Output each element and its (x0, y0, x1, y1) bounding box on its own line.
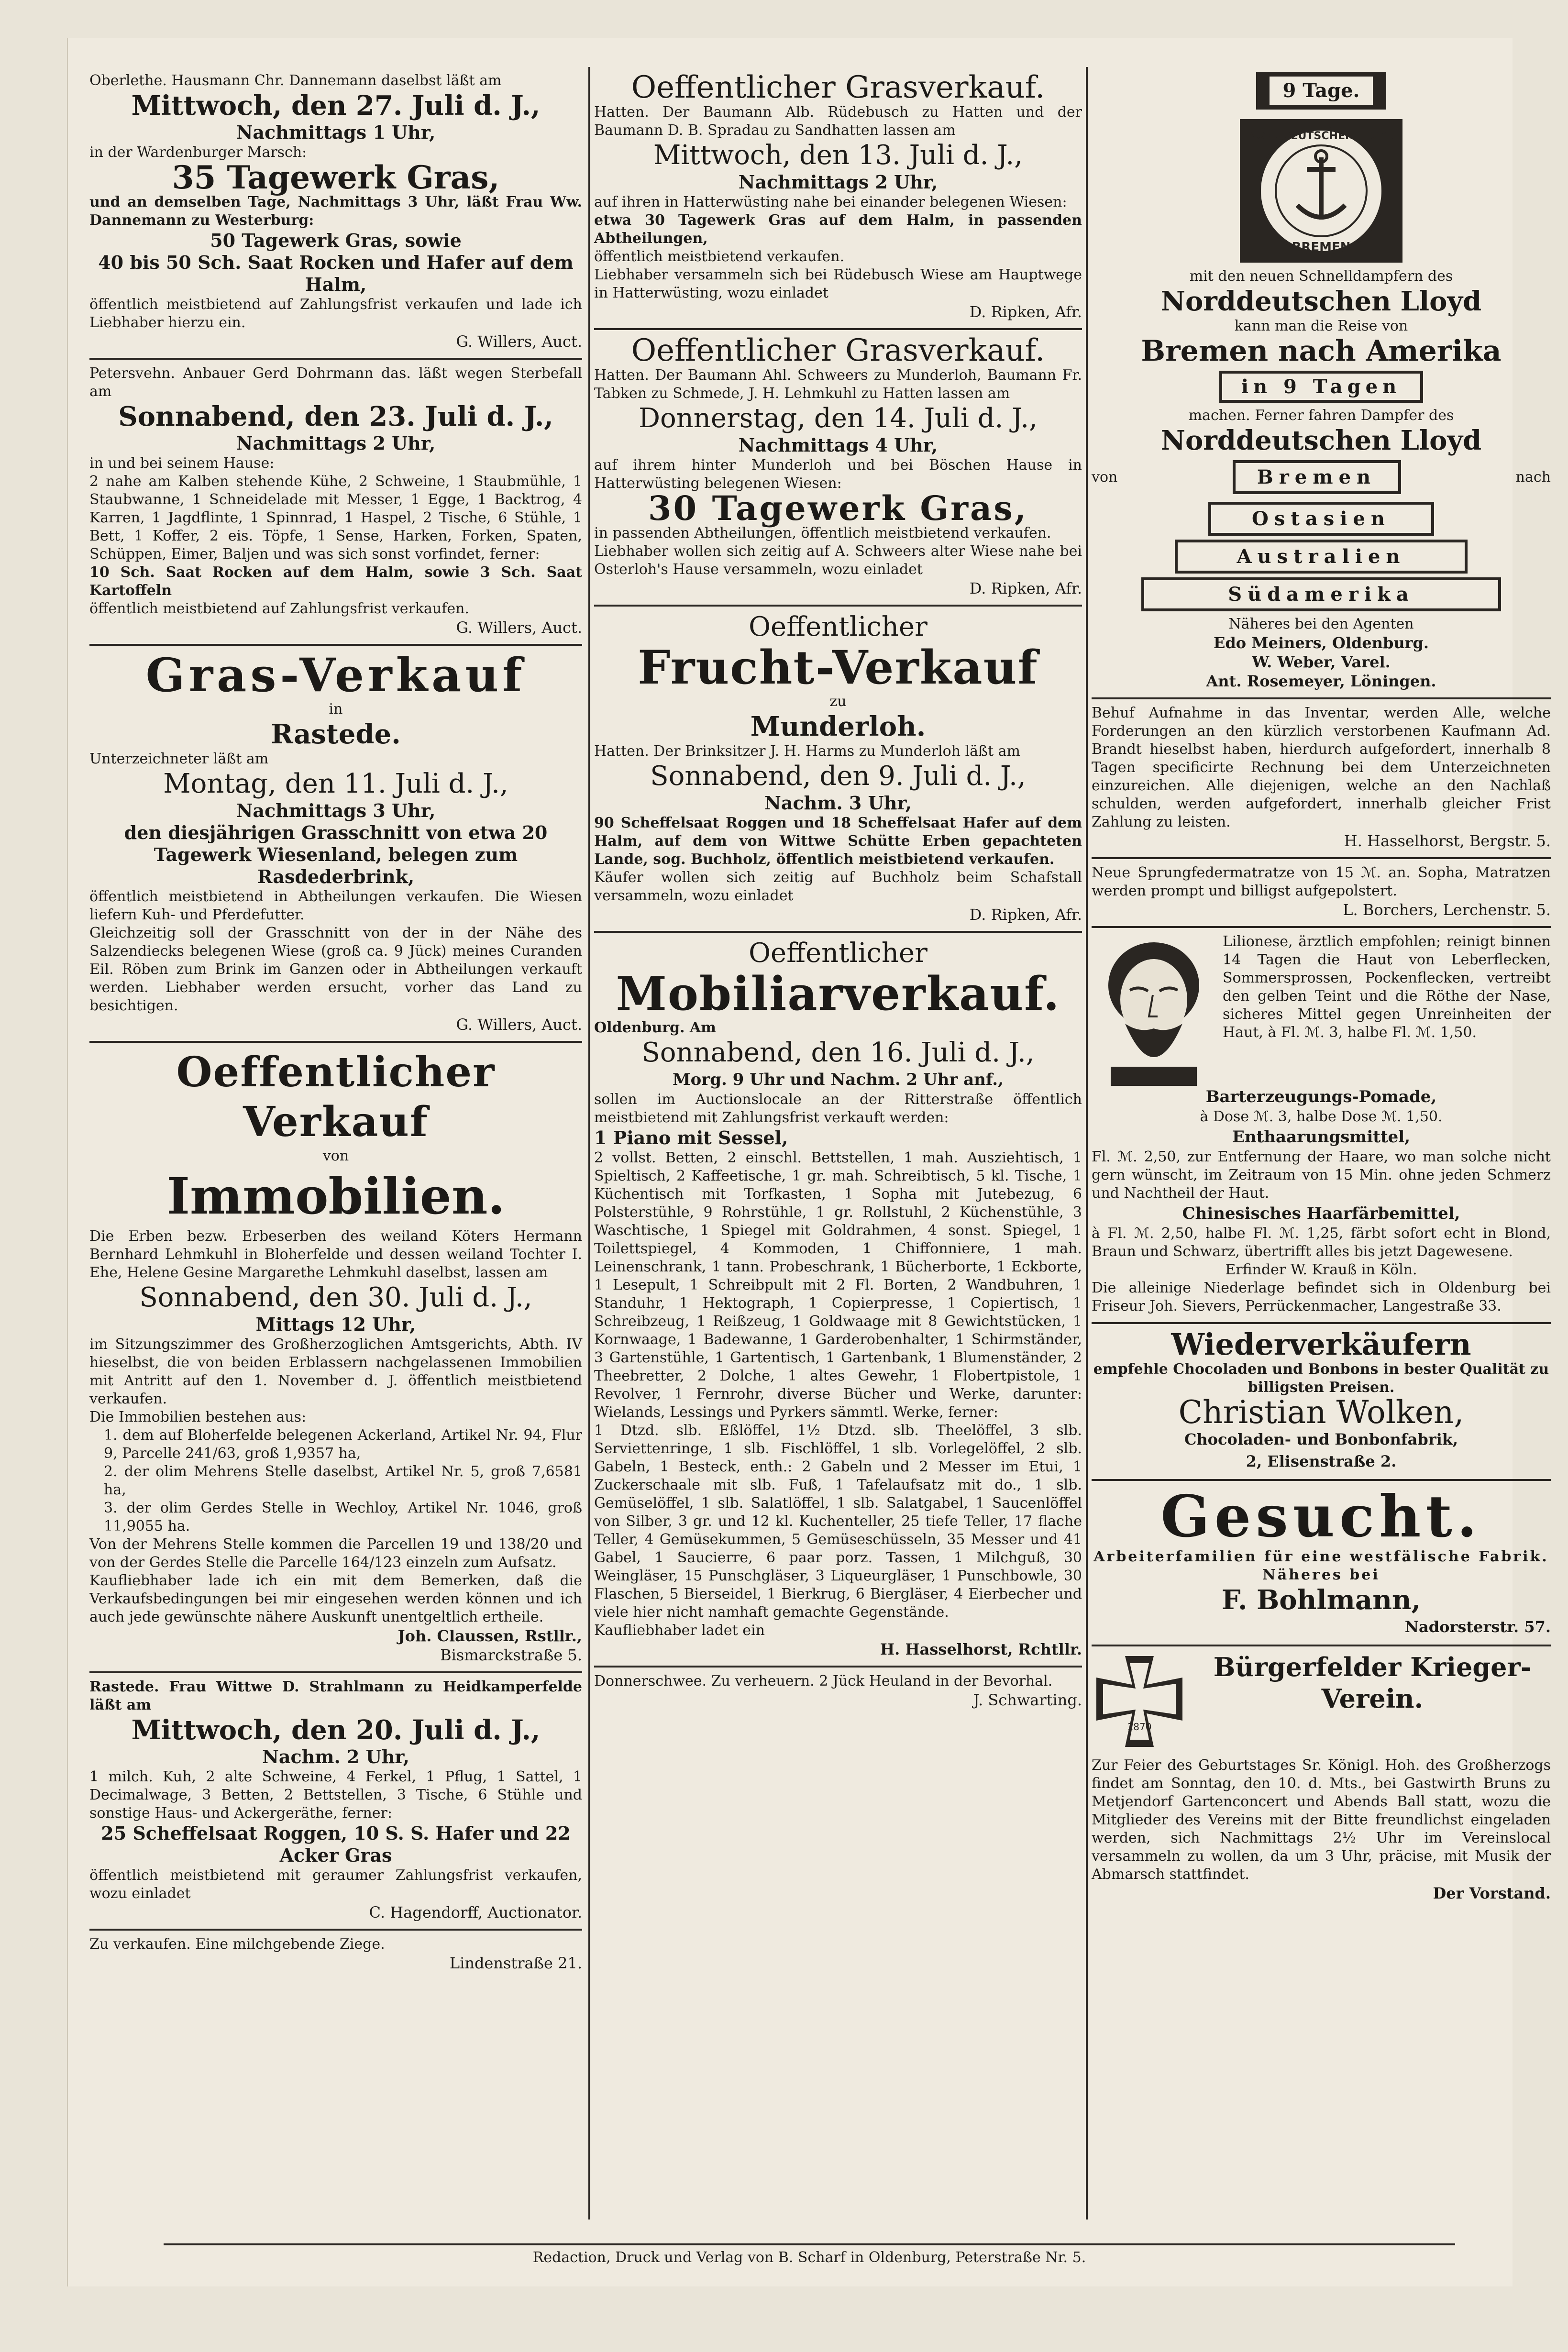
ad-sub: Chocoladen- und Bonbonfabrik, (1184, 1430, 1458, 1448)
ad-text: 50 Tagewerk Gras, sowie (210, 230, 462, 251)
ad-date: Mittwoch, den 27. Juli d. J., (131, 90, 541, 121)
ad-text: Käufer wollen sich zeitig auf Buchholz beim Schafstall versammeln, wozu einladet (594, 869, 1082, 904)
ad-text: Liebhaber versammeln sich bei Rüdebusch Wiese am Hauptwege in Hatterwüsting, wozu einladet (594, 266, 1082, 301)
ad-text: öffentlich meistbietend auf Zahlungsfrist verkaufen. (89, 600, 469, 617)
ad-time: Nachmittags 2 Uhr, (236, 432, 436, 454)
ad-place: Munderloh. (750, 711, 926, 742)
ad-intro: Petersvehn. Anbauer Gerd Dohrmann das. läßt wegen Sterbefall am (89, 365, 582, 400)
lloyd-emblem (1235, 114, 1407, 267)
ad-grasverkauf-hatten-2 (594, 330, 1082, 607)
ad-title: Mobiliarverkauf. (616, 967, 1060, 1021)
ad-text: Donnerschwee. Zu verheuern. 2 Jück Heuland in der Bevorhal. (594, 1673, 1053, 1689)
ad-text: à Fl. ℳ. 2,50, halbe Fl. ℳ. 1,25, färbt sofort echt in Blond, Braun und Schwarz, übertrifft alles bis jetzt Dagewesene. (1092, 1225, 1551, 1260)
ad-text: öffentlich meistbietend in Abtheilungen verkaufen. Die Wiesen liefern Kuh- und Pferdefutter. (89, 888, 582, 923)
ad-title: Gras-Verkauf (145, 648, 526, 702)
ad-title: Wiederverkäufern (1171, 1327, 1471, 1362)
ad-text: empfehle Chocoladen und Bonbons in bester Qualität zu billigsten Preisen. (1093, 1361, 1549, 1396)
dest-ostasien: Ostasien (1208, 502, 1434, 536)
ad-place: Rastede. (271, 718, 401, 750)
lloyd-line3: machen. Ferner fahren Dampfer des (1188, 407, 1454, 424)
ad-text: etwa 30 Tagewerk Gras auf dem Halm, in passenden Abtheilungen, (594, 212, 1082, 247)
ad-text: Kaufliebhaber ladet ein (594, 1622, 765, 1639)
nach-label: nach (1515, 468, 1551, 486)
dest-australien: Australien (1175, 540, 1468, 574)
ad-signature: D. Ripken, Afr. (969, 579, 1082, 597)
ad-signature: C. Hagendorff, Auctionator. (369, 1903, 582, 1921)
ad-ziege (89, 1931, 582, 1977)
ad-date: Sonnabend, den 9. Juli d. J., (650, 761, 1026, 792)
ad-time: Nachmittags 3 Uhr, (236, 800, 436, 821)
product-title: Enthaarungsmittel, (1232, 1127, 1411, 1147)
ad-intro: Hatten. Der Baumann Ahl. Schweers zu Munderloh, Baumann Fr. Tabken zu Schmede, J. H. Lehmkuhl zu Hatten lassen am (594, 367, 1082, 402)
ad-name: F. Bohlmann, (1221, 1584, 1421, 1616)
ad-item: 30 Tagewerk Gras, (648, 488, 1028, 528)
emblem-bottom-text: BREMEN (1292, 240, 1351, 254)
ad-norddeutscher-lloyd (1092, 67, 1551, 699)
von-label: von (1092, 468, 1118, 486)
ad-pre: Oeffentlicher (749, 611, 928, 642)
lloyd-line2: kann man die Reise von (1234, 318, 1408, 334)
cross-year: 1870 (1127, 1721, 1152, 1733)
ad-text: Neue Sprungfedermatratze von 15 ℳ. an. Sopha, Matratzen werden prompt und billigst aufgepolstert. (1092, 864, 1551, 899)
ad-text: à Dose ℳ. 3, halbe Dose ℳ. 1,50. (1200, 1108, 1443, 1125)
ad-time: Nachmittags 4 Uhr, (738, 434, 938, 456)
agents-intro: Näheres bei den Agenten (1228, 616, 1414, 632)
ad-text: im Sitzungszimmer des Großherzoglichen Amtsgerichts, Abth. IV hieselbst, die von beiden Erblassern nachgelassenen Immobilien mit Antritt auf den 1. November d. J. öffentlich meistbietend verkaufen. (89, 1336, 582, 1407)
ad-signature: D. Ripken, Afr. (969, 303, 1082, 321)
agent: Ant. Rosemeyer, Löningen. (1206, 672, 1436, 690)
ad-date: Sonnabend, den 30. Juli d. J., (139, 1282, 532, 1313)
ad-text: Fl. ℳ. 2,50, zur Entfernung der Haare, wo man solche nicht gern wünscht, im Zeitraum von 15 Min. ohne jeden Schmerz und Nachtheil der Haut. (1092, 1148, 1551, 1202)
ad-intro: Oberlethe. Hausmann Chr. Dannemann daselbst läßt am (89, 72, 502, 89)
days-box-label: 9 Tage. (1270, 77, 1373, 105)
ad-text: öffentlich meistbietend mit geraumer Zahlungsfrist verkaufen, wozu einladet (89, 1867, 582, 1902)
ad-text: öffentlich meistbietend auf Zahlungsfrist verkaufen und lade ich Liebhaber hierzu ein. (89, 296, 582, 331)
emblem-top-text: NORDDEUTSCHER LLOYD (1248, 130, 1395, 142)
ad-date: Mittwoch, den 20. Juli d. J., (131, 1714, 541, 1746)
ad-text: Lilionese, ärztlich empfohlen; reinigt binnen 14 Tagen die Haut von Leberflecken, Sommersprossen, Pockenflecken, vertreibt den gelben Teint und die Röthe der Nase, sicheres Mittel gegen Unreinheiten der Haut, à Fl. ℳ. 3, halbe Fl. ℳ. 1,50. (1223, 933, 1551, 1041)
ad-text: Die alleinige Niederlage befindet sich in Oldenburg bei Friseur Joh. Sievers, Perrückenmacher, Langestraße 33. (1092, 1280, 1551, 1314)
ad-text: und an demselben Tage, Nachmittags 3 Uhr, läßt Frau Ww. Dannemann zu Westerburg: (89, 194, 582, 229)
ad-title: Bürgerfelder Krieger-Verein. (1213, 1652, 1532, 1714)
ad-text: Behuf Aufnahme in das Inventar, werden Alle, welche Forderungen an den kürzlich verstorbenen Kaufmann Ad. Brandt hieselbst haben, hierdurch aufgefordert, innerhalb 8 Tagen specificirte Rechnung bei dem Unterzeichneten einzureichen. Alle diejenigen, welche an den Nachlaß schulden, werden aufgefordert, innerhalb gleicher Frist Zahlung zu leisten. (1092, 705, 1551, 830)
ad-time: Nachmittags 1 Uhr, (236, 121, 436, 143)
ad-signature: H. Hasselhorst, Rchtllr. (880, 1640, 1082, 1658)
agent: W. Weber, Varel. (1252, 653, 1391, 671)
ad-text: 40 bis 50 Sch. Saat Rocken und Hafer auf dem Halm, (98, 252, 574, 295)
product-title: Barterzeugungs-Pomade, (1205, 1087, 1437, 1106)
ad-text: öffentlich meistbietend verkaufen. (594, 248, 845, 265)
ad-item: 35 Tagewerk Gras, (172, 159, 500, 196)
ad-krieger-verein (1092, 1646, 1551, 1908)
ad-signature: Joh. Claussen, Rstllr., (398, 1627, 582, 1645)
lloyd-route: Bremen nach Amerika (1141, 334, 1502, 368)
ad-signature: G. Willers, Auct. (456, 332, 582, 351)
column-2 (594, 67, 1082, 1714)
ad-title: Oeffentlicher Verkauf (176, 1048, 496, 1146)
ad-time: Morg. 9 Uhr und Nachm. 2 Uhr anf., (673, 1070, 1004, 1089)
lloyd-name: Norddeutschen Lloyd (1160, 286, 1482, 317)
column-1 (89, 67, 582, 1977)
ad-signature: Lindenstraße 21. (449, 1954, 582, 1972)
ad-text: Gleichzeitig soll der Grasschnitt von der in der Nähe des Salzendiecks belegenen Wiese (groß ca. 9 Jück) meines Curanden Eil. Röben zum Brink im Ganzen oder in Abtheilungen verkauft werden. Liebhaber werden ersucht, vorher das Land zu besichtigen. (89, 925, 582, 1014)
ad-intro: Hatten. Der Baumann Alb. Rüdebusch zu Hatten und der Baumann D. B. Spradau zu Sandhatten lassen am (594, 104, 1082, 139)
ad-text: 10 Sch. Saat Rocken auf dem Halm, sowie 3 Sch. Saat Kartoffeln (89, 564, 582, 599)
ad-item: den diesjährigen Grasschnitt von etwa 20 Tagewerk Wiesenland, belegen zum Rasdederbrink, (124, 822, 548, 887)
ad-verkauf-immobilien (89, 1043, 582, 1673)
ad-text: Liebhaber wollen sich zeitig auf A. Schweers alter Wiese nahe bei Osterloh's Hause versammeln, wozu einladet (594, 543, 1082, 578)
ad-text: in passenden Abtheilungen, öffentlich meistbietend verkaufen. (594, 525, 1051, 541)
ad-place: in und bei seinem Hause: (89, 455, 275, 472)
ad-date: Sonnabend, den 16. Juli d. J., (641, 1037, 1035, 1068)
ad-text: sollen im Auctionslocale an der Ritterstraße öffentlich meistbietend mit Zahlungsfrist verkauft werden: (594, 1091, 1082, 1126)
ad-date: Mittwoch, den 13. Juli d. J., (653, 140, 1023, 171)
ad-gesucht (1092, 1481, 1551, 1646)
portrait-illustration (1092, 933, 1216, 1086)
ad-text: 2 vollst. Betten, 2 einschl. Bettstellen, 1 mah. Ausziehtisch, 1 Spieltisch, 2 Kaffeetische, 1 gr. mah. Schreibtisch, 5 kl. Tische, 1 Küchentisch mit Torfkasten, 1 Sopha mit Jutebezug, 6 Polsterstühle, 9 Rohrstühle, 1 gr. Rollstuhl, 2 Küchenstühle, 3 Waschtische, 1 Spiegel mit Goldrahmen, 4 sonst. Spiegel, 1 Toilettspiegel, 4 Kommoden, 1 Chiffonniere, 1 mah. Leinenschrank, 1 tann. Probeschrank, 1 Bücherborte, 1 Eckborte, 1 Lesepult, 1 Schreibpult mit 2 Fl. Borten, 2 Wandbuhren, 1 Standuhr, 1 Hektograph, 1 Copierpresse, 1 Copiertisch, 1 Schreibzeug, 1 Reißzeug, 1 Goldwaage mit 8 Gewichtstücken, 1 Kornwaage, 1 Badewanne, 1 Garderobenhalter, 1 Schirmständer, 3 Gartenstühle, 1 Gartentisch, 1 Gartenbank, 1 Blumenständer, 2 Theebretter, 2 Dolche, 1 altes Gewehr, 1 Flobertpistole, 1 Revolver, 1 Fernrohr, diverse Bücher und Werke, darunter: Wielands, Lessings und Pyrkers sämmtl. Werke, ferner: (594, 1149, 1082, 1421)
ad-grasverkauf-hatten-1 (594, 67, 1082, 330)
ad-signature: H. Hasselhorst, Bergstr. 5. (1344, 832, 1551, 850)
lloyd-line1: mit den neuen Schnelldampfern des (1189, 268, 1453, 285)
ad-oberlethe-gras (89, 67, 582, 360)
ad-frucht-verkauf (594, 607, 1082, 933)
ad-text: 1 milch. Kuh, 2 alte Schweine, 4 Ferkel, 1 Pflug, 1 Sattel, 1 Decimalwage, 3 Betten, 2 Bettstellen, 3 Tische, 6 Stühle und sonstige Haus- und Ackergeräthe, ferner: (89, 1768, 582, 1822)
ad-donnerschwee (594, 1667, 1082, 1714)
page-footer-imprint: Redaction, Druck und Verlag von B. Scharf in Oldenburg, Peterstraße Nr. 5. (164, 2243, 1455, 2266)
ad-lilionese (1092, 928, 1551, 1324)
ad-inventar-brandt (1092, 699, 1551, 859)
ad-signature: L. Borchers, Lerchenstr. 5. (1343, 901, 1551, 919)
ad-text: Von der Mehrens Stelle kommen die Parcellen 19 und 138/20 und von der Gerdes Stelle die Parcelle 164/123 einzeln zum Aufsatz. (89, 1536, 582, 1571)
ad-von: von (322, 1148, 349, 1164)
ad-zu: zu (829, 693, 847, 710)
lloyd-name2: Norddeutschen Lloyd (1160, 425, 1482, 456)
ad-text: auf ihren in Hatterwüsting nahe bei einander belegenen Wiesen: (594, 194, 1067, 210)
ad-date: Montag, den 11. Juli d. J., (163, 768, 508, 799)
ad-text: 1 Dtzd. slb. Eßlöffel, 1½ Dtzd. slb. Theelöffel, 3 slb. Serviettenringe, 1 slb. Fischlöffel, 1 slb. Vorlegelöffel, 2 slb. Gabeln, 1 Besteck, enth.: 2 Gabeln und 2 Messer im Etui, 1 Zuckerschaale mit slb. Fuß, 1 Tafelaufsatz mit do., 1 slb. Gemüselöffel, 1 slb. Salatlöffel, 1 slb. Salatgabel, 1 Saucenlöffel von Silber, 3 gr. und 12 kl. Kuchenteller, 25 tiefe Teller, 17 flache Teller, 4 Gemüsekummen, 5 Gemüseschüsseln, 35 Messer und 41 Gabel, 1 Saucierre, 6 paar porz. Tassen, 1 Milchguß, 30 Weingläser, 15 Punschgläser, 3 Liqueurgläser, 1 Punschbowle, 30 Flaschen, 5 Bierseidel, 1 Bierkrug, 6 Biergläser, 4 Eierbecher und viele hier nicht namhaft gemachte Gegenstände. (594, 1422, 1082, 1621)
agent: Edo Meiners, Oldenburg. (1213, 634, 1429, 652)
ad-signature-address: Bismarckstraße 5. (440, 1646, 582, 1664)
lloyd-duration-box: in 9 Tagen (1219, 371, 1423, 403)
ad-title: Gesucht. (1160, 1483, 1482, 1550)
ad-signature: J. Schwarting. (973, 1691, 1082, 1709)
ad-text: 1. dem auf Bloherfelde belegenen Ackerland, Artikel Nr. 94, Flur 9, Parcelle 241/63, groß 1,9357 ha, (104, 1427, 582, 1462)
ad-signature: Der Vorstand. (1433, 1884, 1551, 1902)
ad-petersvehn (89, 360, 582, 646)
ad-intro: Hatten. Der Brinksitzer J. H. Harms zu Munderloh läßt am (594, 743, 1021, 760)
dest-suedamerika: Südamerika (1141, 577, 1501, 611)
ad-signature: G. Willers, Auct. (456, 618, 582, 637)
ad-signature: G. Willers, Auct. (456, 1016, 582, 1034)
ad-address: 2, Elisenstraße 2. (1246, 1452, 1397, 1470)
column-3 (1092, 67, 1551, 1908)
ad-text: Erfinder W. Krauß in Köln. (1225, 1261, 1417, 1278)
ad-date: Donnerstag, den 14. Juli d. J., (639, 403, 1038, 434)
ad-title: Oeffentlicher Grasverkauf. (631, 70, 1045, 105)
product-title: Chinesisches Haarfärbemittel, (1182, 1204, 1460, 1223)
ad-time: Nachm. 3 Uhr, (764, 792, 912, 814)
newspaper-page (67, 38, 1551, 2286)
ad-date: Sonnabend, den 23. Juli d. J., (118, 401, 553, 432)
ad-signature: D. Ripken, Afr. (969, 905, 1082, 924)
ad-text: auf ihrem hinter Munderloh und bei Böschen Hause in Hatterwüsting belegenen Wiesen: (594, 457, 1082, 492)
ad-intro: Oldenburg. Am (594, 1019, 716, 1036)
ad-intro: Unterzeichneter läßt am (89, 751, 269, 767)
ad-wiederverkaeufern (1092, 1324, 1551, 1481)
column-rule (588, 67, 590, 2219)
ad-text: 90 Scheffelsaat Roggen und 18 Scheffelsaat Hafer auf dem Halm, auf dem von Wittwe Schütte Erben gepachteten Lande, sog. Buchholz, öffentlich meistbietend verkaufen. (594, 815, 1082, 868)
iron-cross-icon (1092, 1651, 1187, 1756)
ad-text: Kaufliebhaber lade ich ein mit dem Bemerken, daß die Verkaufsbedingungen bei mir eingesehen werden können und ich auch jede gewünschte nähere Auskunft unentgeltlich ertheile. (89, 1572, 582, 1625)
ad-place: in der Wardenburger Marsch: (89, 144, 307, 161)
ad-text: 1 Piano mit Sessel, (594, 1127, 788, 1148)
column-rule (1086, 67, 1088, 2219)
ad-text: 2. der olim Mehrens Stelle daselbst, Artikel Nr. 5, groß 7,6581 ha, (104, 1463, 582, 1498)
dest-bremen: Bremen (1233, 460, 1401, 494)
ad-mobiliarverkauf (594, 933, 1082, 1667)
ad-intro: Rastede. Frau Wittwe D. Strahlmann zu Heidkamperfelde läßt am (89, 1678, 582, 1713)
ad-text: Zur Feier des Geburtstages Sr. Königl. Hoh. des Großherzogs findet am Sonntag, den 10. d. Mts., bei Gastwirth Bruns zu Metjendorf Gartenconcert und Abends Ball statt, wozu die Mitglieder des Vereins mit der Bitte freundlichst eingeladen werden, sich Nachmittags 2½ Uhr im Vereinslocal versammeln zu wollen, da um 3 Uhr, präcise, mit Musik der Abmarsch stattfindet. (1092, 1757, 1551, 1883)
ad-text: Arbeiterfamilien für eine westfälische Fabrik. Näheres bei (1093, 1548, 1549, 1583)
ad-time: Nachm. 2 Uhr, (262, 1746, 409, 1767)
ad-pre: Oeffentlicher (749, 938, 928, 969)
ad-gras-verkauf-rastede (89, 646, 582, 1043)
ad-title: Frucht-Verkauf (638, 640, 1038, 695)
ad-text: Die Immobilien bestehen aus: (89, 1409, 307, 1425)
ad-time: Nachmittags 2 Uhr, (738, 171, 938, 193)
ad-rastede-strahlmann (89, 1673, 582, 1931)
days-box (1256, 72, 1387, 110)
ad-text: 2 nahe am Kalben stehende Kühe, 2 Schweine, 1 Staubmühle, 1 Staubwanne, 1 Schneidelade mit Messer, 1 Egge, 1 Backtrog, 4 Karren, 1 Jagdflinte, 1 Spinnrad, 1 Haspel, 2 Tische, 6 Stühle, 1 Bett, 1 Koffer, 2 eis. Töpfe, 1 Sense, Harken, Forken, Spaten, Schüppen, Eimer, Baljen und was sich sonst vorfindet, ferner: (89, 473, 582, 563)
ad-name: Christian Wolken, (1178, 1394, 1464, 1431)
ad-text: Zu verkaufen. Eine milchgebende Ziege. (89, 1936, 385, 1953)
ad-text: Die Erben bezw. Erbeserben des weiland Köters Hermann Bernhard Lehmkuhl in Bloherfelde und dessen weiland Tochter I. Ehe, Helene Gesine Margarethe Lehmkuhl daselbst, lassen am (89, 1228, 582, 1281)
ad-time: Mittags 12 Uhr, (255, 1314, 416, 1335)
ad-subtitle: Immobilien. (166, 1167, 505, 1226)
lloyd-route-row (1092, 456, 1551, 498)
ad-text: 3. der olim Gerdes Stelle in Wechloy, Artikel Nr. 1046, groß 11,9055 ha. (104, 1500, 582, 1535)
ad-text: 25 Scheffelsaat Roggen, 10 S. S. Hafer und 22 Acker Gras (101, 1822, 571, 1866)
ad-title: Oeffentlicher Grasverkauf. (631, 333, 1045, 368)
ad-matratze (1092, 859, 1551, 928)
ad-address: Nadorsterstr. 57. (1404, 1618, 1551, 1636)
ad-in: in (329, 701, 343, 718)
